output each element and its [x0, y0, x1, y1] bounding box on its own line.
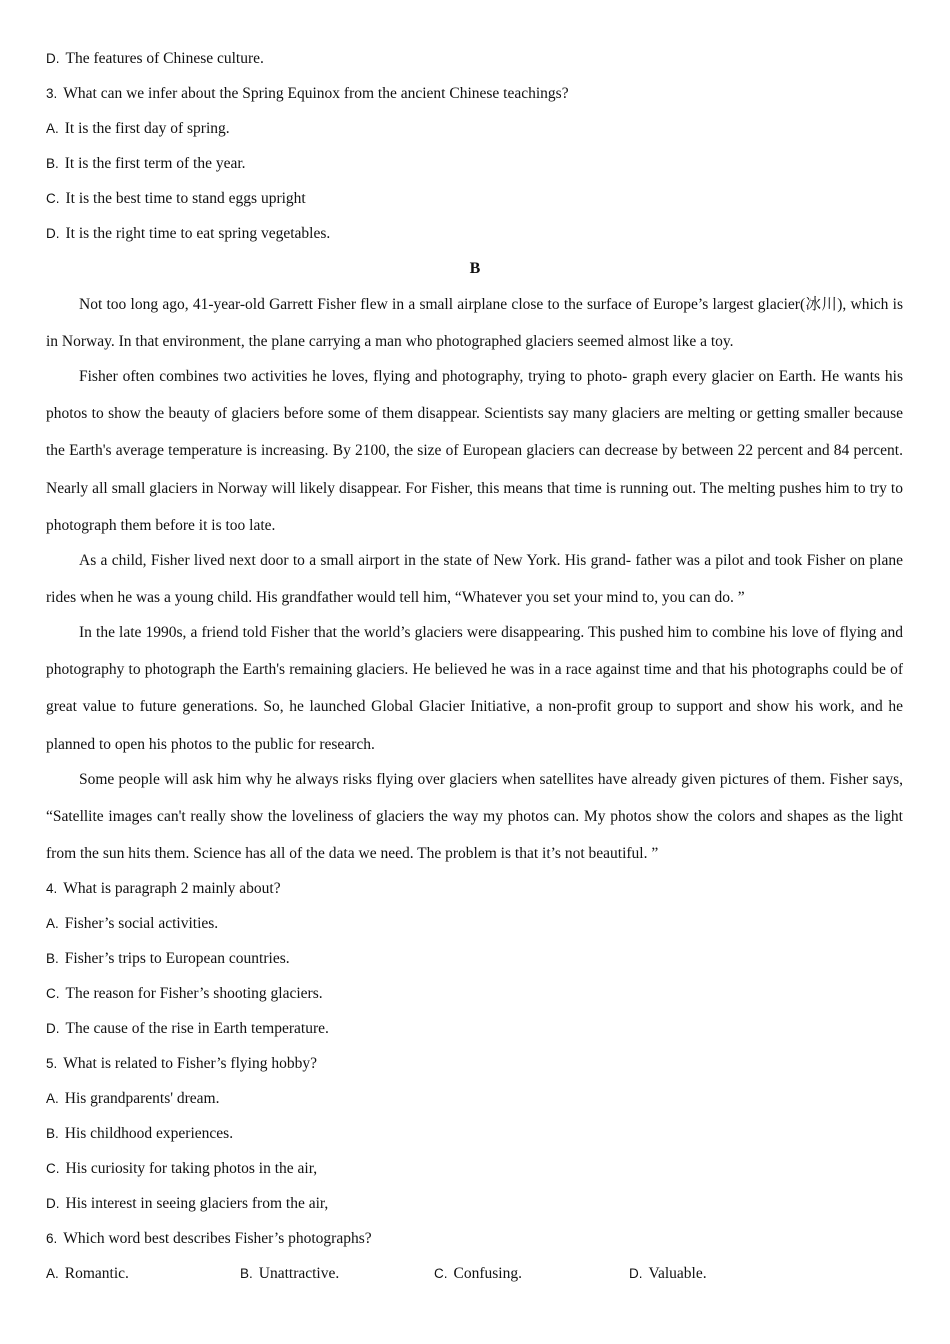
- q4-option-d: [46, 1019, 329, 1039]
- q5-option-a: [46, 1089, 220, 1109]
- option-text: His curiosity for taking photos in the air,: [65, 1160, 318, 1177]
- option-label: C.: [46, 986, 60, 1001]
- passage-paragraph-2: Fisher often combines two activities he loves, flying and photography, trying to photo- graph every glacier on Earth. He wants his photos to show the beauty of glaciers before some of them disappear. Scientists say many glaciers are melting or getting smaller because the Earth's average temperature is increasing. By 2100, the size of European glaciers can decrease by between 22 percent and 84 percent. Nearly all small glaciers in Norway will likely disappear. For Fisher, this means that time is running out. The melting pushes him to try to photograph them before it is too late.: [46, 368, 903, 534]
- q3-option-c: [46, 189, 306, 209]
- option-text: Valuable.: [648, 1265, 707, 1282]
- option-text: His childhood experiences.: [64, 1125, 234, 1142]
- option-label: B.: [46, 951, 59, 966]
- q3-option-b: [46, 154, 246, 174]
- option-text: Fisher’s social activities.: [64, 915, 219, 932]
- question-number: 5.: [46, 1056, 58, 1071]
- q5-option-b: [46, 1124, 233, 1144]
- option-label: C.: [434, 1266, 448, 1281]
- option-label: A.: [46, 121, 59, 136]
- option-label: B.: [46, 156, 59, 171]
- question-number: 4.: [46, 881, 58, 896]
- passage-paragraph-3: As a child, Fisher lived next door to a small airport in the state of New York. His grand- father was a pilot and took Fisher on plane rides when he was a young child. His grandfather would tell him, “Whatever you set your mind to, you can do. ”: [46, 552, 903, 607]
- q5-question: [46, 1054, 317, 1074]
- option-label: D.: [629, 1266, 643, 1281]
- question-text: What is paragraph 2 mainly about?: [63, 880, 281, 897]
- q6-option-d: [629, 1264, 707, 1284]
- option-text: Unattractive.: [258, 1265, 340, 1282]
- q5-option-c: [46, 1159, 317, 1179]
- q4-option-b: [46, 949, 290, 969]
- q2-option-d: [46, 49, 264, 69]
- passage-paragraph-1: Not too long ago, 41-year-old Garrett Fisher flew in a small airplane close to the surface of Europe’s largest glacier(冰川), which is in Norway. In that environment, the plane carrying a man who photographed glaciers seemed almost like a toy.: [46, 296, 903, 351]
- q6-option-a: [46, 1264, 129, 1284]
- q5-option-d: [46, 1194, 328, 1214]
- option-text: The reason for Fisher’s shooting glaciers.: [65, 985, 323, 1002]
- option-label: D.: [46, 51, 60, 66]
- option-label: C.: [46, 191, 60, 206]
- option-text: It is the right time to eat spring vegetables.: [65, 225, 331, 242]
- option-text: Romantic.: [64, 1265, 129, 1282]
- option-text: Fisher’s trips to European countries.: [64, 950, 290, 967]
- question-number: 3.: [46, 86, 58, 101]
- option-label: A.: [46, 1091, 59, 1106]
- option-text: It is the first day of spring.: [64, 120, 230, 137]
- q6-question: [46, 1229, 372, 1249]
- option-text: The cause of the rise in Earth temperature.: [65, 1020, 329, 1037]
- passage-paragraph-5: Some people will ask him why he always risks flying over glaciers when satellites have already given pictures of them. Fisher says, “Satellite images can't really show the loveliness of glaciers the way my photos can. My photos show the colors and shapes as the light from the sun hits them. Science has all of the data we need. The problem is that it’s not beautiful. ”: [46, 771, 903, 863]
- option-text: His grandparents' dream.: [64, 1090, 220, 1107]
- option-text: It is the first term of the year.: [64, 155, 246, 172]
- option-text: Confusing.: [453, 1265, 522, 1282]
- option-text: His interest in seeing glaciers from the air,: [65, 1195, 329, 1212]
- q6-option-b: [240, 1264, 339, 1284]
- passage-paragraph-4: In the late 1990s, a friend told Fisher that the world’s glaciers were disappearing. This pushed him to combine his love of flying and photography to photograph the Earth's remaining glaciers. He believed he was in a race against time and that his photographs could be of great value to future generations. So, he launched Global Glacier Initiative, a non-profit group to support and show his work, and he planned to open his photos to the public for research.: [46, 624, 903, 753]
- option-label: B.: [240, 1266, 253, 1281]
- q6-option-c: [434, 1264, 522, 1284]
- option-label: A.: [46, 1266, 59, 1281]
- option-text: It is the best time to stand eggs upright: [65, 190, 306, 207]
- question-text: Which word best describes Fisher’s photographs?: [63, 1230, 372, 1247]
- q3-option-a: [46, 119, 230, 139]
- option-label: A.: [46, 916, 59, 931]
- q3-question: [46, 84, 569, 104]
- q4-option-a: [46, 914, 218, 934]
- question-text: What can we infer about the Spring Equinox from the ancient Chinese teachings?: [63, 85, 569, 102]
- question-text: What is related to Fisher’s flying hobby?: [63, 1055, 317, 1072]
- option-label: C.: [46, 1161, 60, 1176]
- option-text: The features of Chinese culture.: [65, 50, 264, 67]
- option-label: D.: [46, 226, 60, 241]
- section-heading: B: [469, 260, 481, 277]
- question-number: 6.: [46, 1231, 58, 1246]
- q4-option-c: [46, 984, 323, 1004]
- option-label: D.: [46, 1021, 60, 1036]
- option-label: B.: [46, 1126, 59, 1141]
- option-label: D.: [46, 1196, 60, 1211]
- q4-question: [46, 879, 281, 899]
- q3-option-d: [46, 224, 330, 244]
